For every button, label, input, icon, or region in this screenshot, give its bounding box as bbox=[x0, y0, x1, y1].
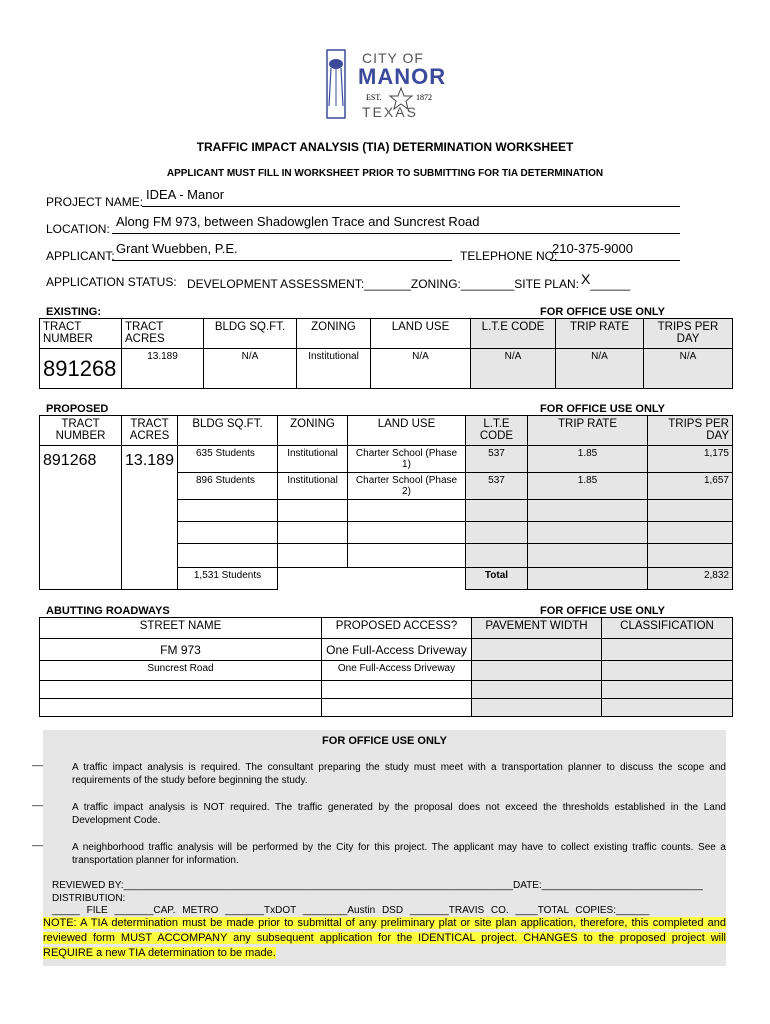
roadways-header-pavement: PAVEMENT WIDTH bbox=[472, 618, 602, 639]
status-label: APPLICATION STATUS: bbox=[46, 275, 177, 289]
proposed-trips-2: 1,657 bbox=[648, 473, 733, 500]
location-label: LOCATION: bbox=[46, 222, 110, 236]
proposed-header-lte: L.T.E CODE bbox=[466, 416, 528, 446]
proposed-empty-cell bbox=[648, 522, 733, 544]
status-site: SITE PLAN: bbox=[514, 277, 579, 291]
applicant-field[interactable] bbox=[112, 240, 452, 261]
existing-table bbox=[39, 318, 733, 389]
logo-manor: MANOR bbox=[358, 64, 447, 89]
logo-est: EST. bbox=[366, 93, 382, 102]
telephone-label: TELEPHONE NO: bbox=[460, 249, 558, 263]
logo-city-of: CITY OF bbox=[362, 50, 424, 66]
proposed-empty-cell bbox=[278, 568, 348, 590]
roadways-empty-cell[interactable] bbox=[322, 681, 472, 699]
proposed-header-tract: TRACT NUMBER bbox=[40, 416, 122, 446]
roadways-header-access: PROPOSED ACCESS? bbox=[322, 618, 472, 639]
proposed-empty-cell[interactable] bbox=[178, 500, 278, 522]
project-name-field[interactable] bbox=[142, 186, 680, 207]
roadways-empty-cell bbox=[602, 681, 733, 699]
proposed-zoning-2[interactable]: Institutional bbox=[278, 473, 348, 500]
proposed-header-trips: TRIPS PER DAY bbox=[648, 416, 733, 446]
existing-trips-value: N/A bbox=[644, 349, 733, 389]
proposed-empty-cell bbox=[528, 568, 648, 590]
existing-header-zoning: ZONING bbox=[297, 319, 371, 349]
existing-heading: EXISTING: bbox=[46, 306, 102, 318]
roadways-access-1[interactable]: One Full-Access Driveway bbox=[322, 639, 472, 661]
note-text bbox=[43, 916, 726, 961]
proposed-lte-2: 537 bbox=[466, 473, 528, 500]
proposed-empty-cell bbox=[466, 522, 528, 544]
office-item-mark[interactable]: __ bbox=[32, 796, 44, 807]
existing-header-tract: TRACT NUMBER bbox=[40, 319, 122, 349]
proposed-empty-cell[interactable] bbox=[348, 522, 466, 544]
proposed-header-landuse: LAND USE bbox=[348, 416, 466, 446]
proposed-triprate-1: 1.85 bbox=[528, 446, 648, 473]
proposed-table bbox=[39, 415, 733, 590]
existing-bldg-value[interactable]: N/A bbox=[204, 349, 297, 389]
roadways-class-1 bbox=[602, 639, 733, 661]
proposed-empty-cell bbox=[466, 500, 528, 522]
city-logo bbox=[326, 46, 446, 122]
page-title: TRAFFIC IMPACT ANALYSIS (TIA) DETERMINATION WORKSHEET bbox=[196, 140, 574, 154]
roadways-class-2 bbox=[602, 661, 733, 681]
proposed-heading: PROPOSED bbox=[46, 403, 109, 415]
existing-landuse-value[interactable]: N/A bbox=[371, 349, 471, 389]
roadways-table bbox=[39, 617, 733, 717]
proposed-acres-value[interactable]: 13.189 bbox=[122, 446, 178, 590]
telephone-field[interactable] bbox=[550, 240, 680, 261]
proposed-zoning-1[interactable]: Institutional bbox=[278, 446, 348, 473]
proposed-total-label: Total bbox=[466, 568, 528, 590]
existing-header-acres: TRACT ACRES bbox=[122, 319, 204, 349]
proposed-empty-cell bbox=[528, 544, 648, 568]
proposed-landuse-1[interactable]: Charter School (Phase 1) bbox=[348, 446, 466, 473]
roadways-pavement-1 bbox=[472, 639, 602, 661]
roadways-access-2[interactable]: One Full-Access Driveway bbox=[322, 661, 472, 681]
proposed-empty-cell bbox=[348, 568, 466, 590]
proposed-empty-cell[interactable] bbox=[278, 500, 348, 522]
existing-tract-value[interactable]: 891268 bbox=[40, 349, 122, 389]
proposed-total-trips: 2,832 bbox=[648, 568, 733, 590]
proposed-header-triprate: TRIP RATE bbox=[528, 416, 648, 446]
proposed-empty-cell[interactable] bbox=[178, 522, 278, 544]
proposed-empty-cell bbox=[528, 522, 648, 544]
existing-office-heading: FOR OFFICE USE ONLY bbox=[540, 306, 665, 318]
location-field[interactable] bbox=[112, 213, 680, 234]
page-subtitle: APPLICANT MUST FILL IN WORKSHEET PRIOR TO SUBMITTING FOR TIA DETERMINATION bbox=[166, 168, 604, 179]
telephone-value: 210-375-9000 bbox=[552, 241, 633, 256]
logo-texas: TEXAS bbox=[362, 104, 418, 120]
applicant-value: Grant Wuebben, P.E. bbox=[116, 241, 238, 256]
proposed-empty-cell bbox=[648, 500, 733, 522]
roadways-heading: ABUTTING ROADWAYS bbox=[46, 605, 170, 617]
proposed-empty-cell[interactable] bbox=[278, 544, 348, 568]
existing-zoning-value[interactable]: Institutional bbox=[297, 349, 371, 389]
proposed-bldg-2[interactable]: 896 Students bbox=[178, 473, 278, 500]
existing-header-triprate: TRIP RATE bbox=[556, 319, 644, 349]
distribution-label: DISTRIBUTION: bbox=[52, 893, 126, 904]
office-item-1: A traffic impact analysis is required. The consultant preparing the study must meet with a transportation planner to discuss the scope and requirements of the study before beginning the study. bbox=[72, 762, 726, 786]
roadways-empty-cell bbox=[472, 681, 602, 699]
proposed-bldg-1[interactable]: 635 Students bbox=[178, 446, 278, 473]
roadways-street-1[interactable]: FM 973 bbox=[40, 639, 322, 661]
existing-header-trips: TRIPS PER DAY bbox=[644, 319, 733, 349]
distribution-line[interactable]: _____ FILE _______CAP. METRO _______TxDOT ________Austin DSD _______TRAVIS CO. ____TOTAL COPIES:______ bbox=[52, 905, 650, 916]
status-dev[interactable]: DEVELOPMENT ASSESSMENT:_______ bbox=[187, 277, 411, 291]
roadways-empty-cell bbox=[602, 699, 733, 717]
roadways-header-class: CLASSIFICATION bbox=[602, 618, 733, 639]
project-name-value: IDEA - Manor bbox=[146, 187, 225, 202]
office-item-3: A neighborhood traffic analysis will be performed by the City for this project. The applicant may have to collect existing traffic counts. See a transportation planner for information. bbox=[72, 842, 726, 866]
proposed-trips-1: 1,175 bbox=[648, 446, 733, 473]
proposed-empty-cell bbox=[528, 500, 648, 522]
proposed-header-zoning: ZONING bbox=[278, 416, 348, 446]
roadways-empty-cell[interactable] bbox=[40, 699, 322, 717]
proposed-triprate-2: 1.85 bbox=[528, 473, 648, 500]
roadways-office-heading: FOR OFFICE USE ONLY bbox=[540, 605, 665, 617]
proposed-empty-cell bbox=[648, 544, 733, 568]
proposed-total-bldg[interactable]: 1,531 Students bbox=[178, 568, 278, 590]
note-highlight: NOTE: A TIA determination must be made prior to submittal of any preliminary plat or site plan application, therefore, this completed and reviewed form MUST ACCOMPANY any subsequent application for the IDENTICAL project. CHANGES to the proposed project will REQUIRE a new TIA determination to be made. bbox=[43, 917, 726, 959]
status-zoning[interactable]: ZONING:________ bbox=[410, 277, 515, 291]
proposed-empty-cell[interactable] bbox=[348, 500, 466, 522]
project-name-label: PROJECT NAME: bbox=[46, 195, 144, 209]
proposed-empty-cell[interactable] bbox=[278, 522, 348, 544]
roadways-header-street: STREET NAME bbox=[40, 618, 322, 639]
status-site-mark[interactable]: X bbox=[580, 271, 591, 287]
proposed-landuse-2[interactable]: Charter School (Phase 2) bbox=[348, 473, 466, 500]
office-item-mark[interactable]: __ bbox=[32, 836, 44, 847]
existing-lte-value: N/A bbox=[471, 349, 556, 389]
roadways-empty-cell[interactable] bbox=[322, 699, 472, 717]
proposed-office-heading: FOR OFFICE USE ONLY bbox=[540, 403, 665, 415]
proposed-header-bldg: BLDG SQ.FT. bbox=[178, 416, 278, 446]
proposed-tract-value[interactable]: 891268 bbox=[40, 446, 122, 590]
reviewed-by-line[interactable]: REVIEWED BY:______________________________________________________________________DATE:_____________________________ bbox=[52, 880, 703, 891]
roadways-pavement-2 bbox=[472, 661, 602, 681]
roadways-street-2[interactable]: Suncrest Road bbox=[40, 661, 322, 681]
office-box-heading: FOR OFFICE USE ONLY bbox=[322, 735, 447, 747]
status-site-tail: ______ bbox=[590, 277, 631, 291]
logo-year: 1872 bbox=[416, 93, 432, 102]
existing-header-landuse: LAND USE bbox=[371, 319, 471, 349]
existing-header-bldg: BLDG SQ.FT. bbox=[204, 319, 297, 349]
proposed-header-acres: TRACT ACRES bbox=[122, 416, 178, 446]
applicant-label: APPLICANT: bbox=[46, 249, 115, 263]
proposed-lte-1: 537 bbox=[466, 446, 528, 473]
office-item-2: A traffic impact analysis is NOT required. The traffic generated by the proposal does not exceed the thresholds established in the Land Development Code. bbox=[72, 802, 726, 826]
existing-acres-value[interactable]: 13.189 bbox=[122, 349, 204, 389]
existing-header-lte: L.T.E CODE bbox=[471, 319, 556, 349]
roadways-empty-cell[interactable] bbox=[40, 681, 322, 699]
office-item-mark[interactable]: __ bbox=[32, 756, 44, 767]
existing-triprate-value: N/A bbox=[556, 349, 644, 389]
proposed-empty-cell[interactable] bbox=[178, 544, 278, 568]
proposed-empty-cell[interactable] bbox=[348, 544, 466, 568]
roadways-empty-cell bbox=[472, 699, 602, 717]
status-line bbox=[187, 271, 631, 291]
location-value: Along FM 973, between Shadowglen Trace and Suncrest Road bbox=[116, 214, 480, 229]
proposed-empty-cell bbox=[466, 544, 528, 568]
